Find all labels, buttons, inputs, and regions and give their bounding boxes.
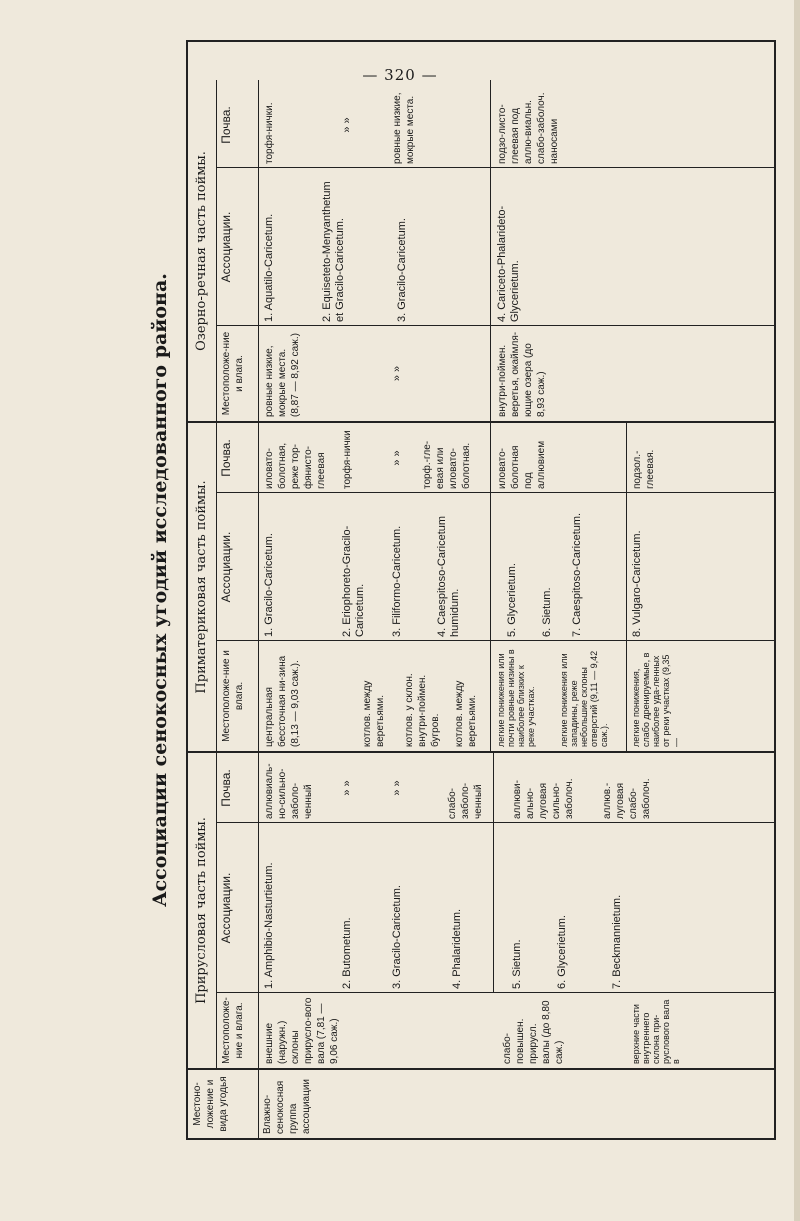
lake-soil-3: ровные низкие, мокрые места. [392,92,416,164]
central-location-1: центральная бессточная ни-зина (8,13 — 9,03 саж.). [264,655,301,747]
lake-assoc-4: 4. Cariceto-Phalarideto-Glycerietum. [496,205,521,322]
associations-table [186,40,776,1140]
lake-assoc-3: 3. Gracilo-Caricetum. [396,218,408,322]
left-column-header: Местоно-ложение и вида угодья [192,1076,229,1132]
col-soil-lake: Почва. [219,106,233,144]
central-assoc-3: 3. Filiformo-Caricetum. [391,525,403,637]
col-soil-central: Почва. [219,439,233,477]
central-location-2: котлов. между веретьями. [362,680,386,747]
riverbank-assoc-3: 3. Gracilo-Caricetum. [391,885,403,989]
central-assoc-5: 5. Glycerietum. [506,563,518,637]
divider [626,423,627,751]
central-soil-1: иловато-болотная, реже тор-фянисто-глеевая [264,442,327,489]
lake-soil-1: торфя-нички. [264,102,275,164]
lake-location-1: ровные низкие, мокрые места. (8,87 — 8,92 саж.) [264,333,301,417]
riverbank-soil-2: » » [341,780,353,796]
central-assoc-8: 8. Vulgaro-Caricetum. [631,530,643,637]
central-assoc-6: 6. Sietum. [541,587,553,637]
riverbank-location-3: верхние части внутреннего склона при-руслового вала в [631,999,681,1064]
central-assoc-4: 4. Caespitoso-Caricetum humidum. [436,515,461,637]
lake-assoc-1: 1. Aquatilo-Caricetum. [263,213,275,322]
col-soil-riverbank: Почва. [219,769,233,807]
section-title-central: Приматериковая часть поймы. [194,480,209,694]
divider [188,1068,774,1070]
col-location-riverbank: Местоположе-ние и влага. [221,997,245,1064]
riverbank-location-1: внешние (наружн.) склоны прирусло-вого вала (7,81 — 9,06 саж.) [264,997,340,1064]
central-assoc-1: 1. Gracilo-Caricetum. [263,533,275,637]
scan-edge [794,0,800,1221]
lake-location-3: внутри-поймен. веретья, окаймля-ющие озера (до 8,93 саж.) [497,331,547,417]
riverbank-soil-4: слабо-заболо-ченный [447,782,484,819]
central-assoc-7: 7. Caespitoso-Caricetum. [571,512,583,637]
page-title: Ассоциации сенокосных угодий исследованного района. [149,273,171,907]
riverbank-soil-3: » » [391,780,403,796]
central-soil-5: иловато-болотная под аллювием [497,440,547,489]
divider [493,753,494,993]
central-soil-3: » » [391,450,403,466]
section-title-lake: Озерно-речная часть поймы. [194,151,209,351]
divider [490,423,491,751]
riverbank-assoc-6: 6. Glycerietum. [556,915,568,989]
lake-soil-2: » » [341,117,353,133]
riverbank-location-2: слабо-повышен. прирусл. валы (до 8,80 саж.) [502,1000,565,1064]
col-assoc-riverbank: Ассоциации. [219,872,233,944]
riverbank-assoc-4: 4. Phalaridetum. [451,908,463,989]
riverbank-assoc-2: 2. Butometum. [341,917,353,989]
riverbank-assoc-5: 5. Sietum. [511,939,523,989]
central-soil-6: подзол.-глеевая. [632,449,656,489]
riverbank-soil-6: аллюв.-луговая слабо-заболоч. [602,778,652,819]
divider [258,80,259,1138]
col-location-central: Местоположе-ние и влага. [221,650,245,742]
central-location-4: котлов. между веретьями. [454,680,478,747]
central-location-6: легкие понижения или западины, реже небольшие склоны отверстий (9,11 — 9,42 саж.). [559,650,609,747]
lake-location-2: » » [391,365,403,382]
page-number: — 320 — [362,66,438,84]
central-location-7: легкие понижения, слабо дренируемые, в наиболее уда-ленных от реки участках (9,35 — [631,652,681,747]
central-soil-2: торфя-нички [342,430,353,489]
riverbank-assoc-1: 1. Amphibio-Nasturtietum. [263,862,275,989]
col-assoc-lake: Ассоциации. [219,211,233,283]
riverbank-soil-1: аллювиаль-но-сильно-заболо-ченный [264,763,314,819]
central-assoc-2: 2. Eriophoreto-Gracilo-Caricetum. [341,525,366,637]
rotated-table-block [138,40,778,1140]
central-location-5: легкие понижения или почти ровные низины в наиболее близких к реке участках. [496,649,536,747]
central-soil-4: торф.-гле-евая или иловато-болотная. [422,440,472,489]
divider [490,80,491,421]
section-title-riverbank: Прирусловая часть поймы. [194,817,209,1004]
lake-assoc-2: 2. Equiseteto-Menyanthetum et Gracilo-Caricetum. [321,181,346,322]
central-location-3: котлов. у склон. внутри-поймен. бугров. [404,673,441,747]
riverbank-soil-5: аллюви-ально-луговая сильно-заболоч. [512,778,575,819]
col-assoc-central: Ассоциации. [219,531,233,603]
col-location-lake: Местоположе-ние и влага. [221,331,245,416]
lake-soil-4: подзо-листо-глеевая под аллю-виальн. слабо-заболоч. наносами [497,92,560,164]
left-column-label: Влажно-сенокосная группа ассоциации [262,1078,312,1134]
riverbank-assoc-7: 7. Beckmannietum. [611,894,623,989]
